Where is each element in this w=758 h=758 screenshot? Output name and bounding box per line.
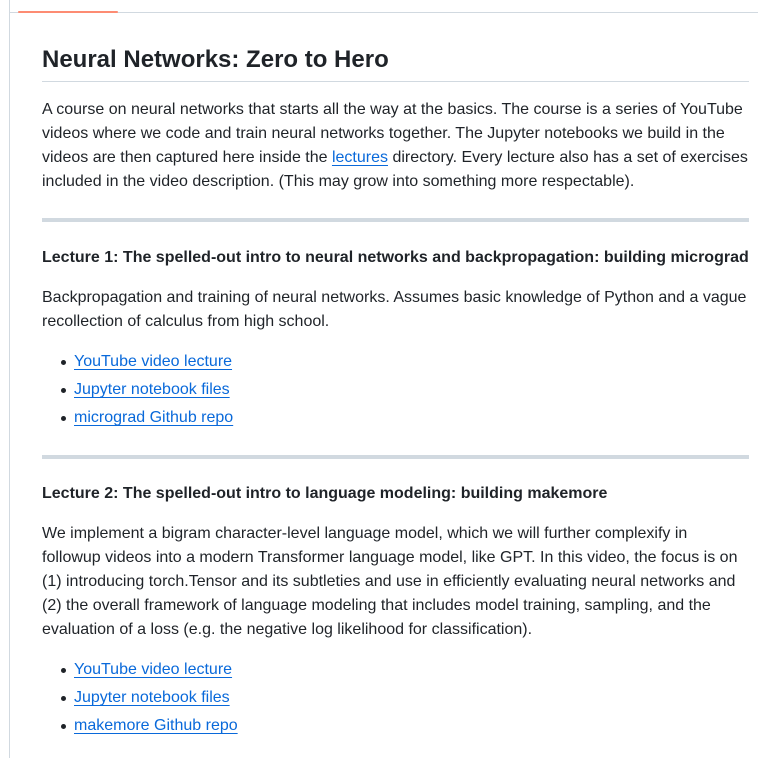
list-item [42,686,238,714]
list-item [42,406,233,434]
intro-text-after: directory. Every lecture also has a set of exercises included in the video description. (This may grow into something more respectable). [42,149,748,190]
section-divider [42,218,749,222]
lecture-1-links [42,350,233,434]
panel-left-border [9,0,10,758]
list-item [42,378,233,406]
lecture-1-title: Lecture 1: The spelled-out intro to neural networks and backpropagation: building micrograd [42,249,749,266]
list-item [42,350,233,378]
list-item [42,658,238,686]
lecture-1-repo-link[interactable]: micrograd Github repo [74,409,234,426]
lecture-2-notebook-link[interactable]: Jupyter notebook files [74,689,230,706]
lecture-1-description: Backpropagation and training of neural networks. Assumes basic knowledge of Python and a vague recollection of calculus from high school. [42,289,747,330]
lecture-2-links [42,658,238,742]
lecture-2-title: Lecture 2: The spelled-out intro to language modeling: building makemore [42,485,608,502]
section-divider [42,455,749,459]
lectures-directory-link[interactable]: lectures [331,149,388,166]
active-tab-indicator[interactable] [18,11,118,13]
lecture-2-youtube-link[interactable]: YouTube video lecture [74,661,233,678]
lecture-1-youtube-link[interactable]: YouTube video lecture [74,353,233,370]
page-title: Neural Networks: Zero to Hero [42,45,749,82]
lecture-2-description: We implement a bigram character-level language model, which we will further complexify in followup videos into a modern Transformer language model, like GPT. In this video, the focus is on (1) introducing torch.Tensor and its subtleties and use in efficiently evaluating neural networks and (2) the overall framework of language modeling that includes model training, sampling, and the evaluation of a loss (e.g. the negative log likelihood for classification). [42,525,738,638]
intro-text-before: A course on neural networks that starts all the way at the basics. The course is a series of YouTube videos where we code and train neural networks together. The Jupyter notebooks we build in the videos are then captured here inside the [42,101,743,166]
lecture-1-notebook-link[interactable]: Jupyter notebook files [74,381,230,398]
list-item [42,714,238,742]
intro-paragraph [42,98,749,194]
tab-bar-divider [9,12,758,13]
lecture-2-repo-link[interactable]: makemore Github repo [74,717,238,734]
